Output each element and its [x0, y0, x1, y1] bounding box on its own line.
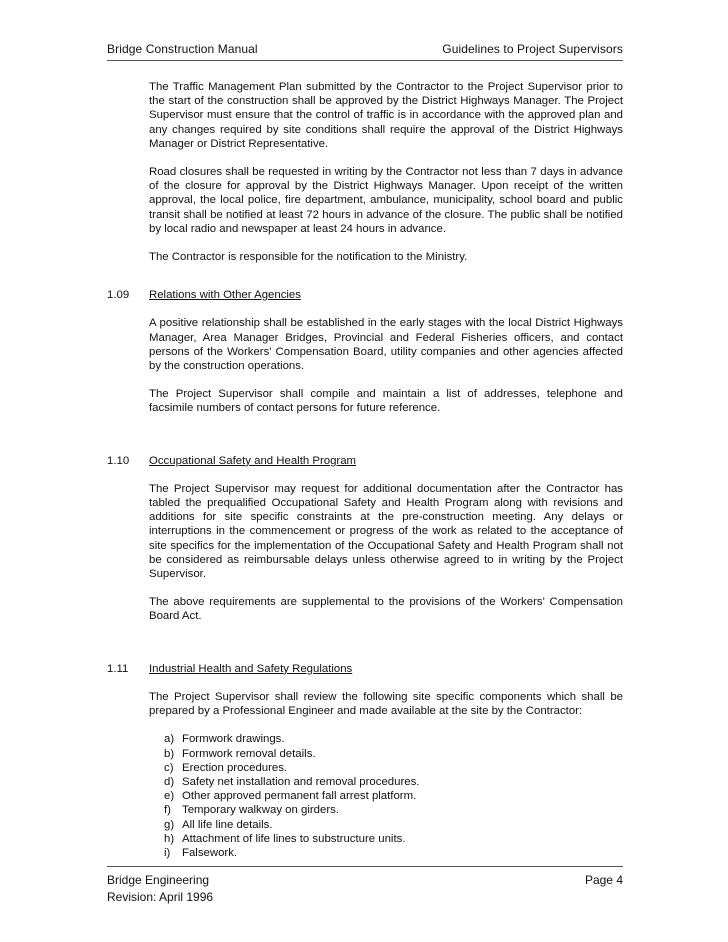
page-footer	[107, 872, 623, 906]
list-item-text: Safety net installation and removal procedures.	[182, 775, 420, 788]
list-marker: g)	[164, 818, 175, 831]
intro-paragraph: Road closures shall be requested in writing by the Contractor not less than 7 days in advance of the closure for approval by the District Highways Manager. Upon receipt of the written approval, the local police, fire department, ambulance, municipality, school board and public transit shall be notified at least 72 hours in advance of the closure. The public shall be notified by local radio and newspaper at least 24 hours in advance.	[149, 166, 623, 235]
section-paragraph: The above requirements are supplemental to the provisions of the Workers' Compensation Board Act.	[149, 596, 623, 623]
section-heading	[107, 662, 623, 676]
footer-rule	[107, 866, 623, 867]
page-header	[107, 42, 623, 56]
intro-paragraph: The Traffic Management Plan submitted by the Contractor to the Project Supervisor prior to the start of the construction shall be approved by the District Highways Manager. The Project Supervisor must ensure that the control of traffic is in accordance with the approved plan and any changes required by site conditions shall require the approval of the District Highways Manager or District Representative.	[149, 81, 623, 150]
list-item-text: Other approved permanent fall arrest platform.	[182, 790, 417, 803]
list-item-text: Formwork removal details.	[182, 747, 316, 760]
list-item	[164, 775, 623, 789]
list-item	[164, 732, 623, 746]
section-paragraph: The Project Supervisor shall compile and maintain a list of addresses, telephone and facsimile numbers of contact persons for future reference.	[149, 388, 623, 415]
list-item	[164, 832, 623, 846]
header-rule	[107, 60, 623, 61]
section-number: 1.09	[107, 289, 130, 302]
header-title-right: Guidelines to Project Supervisors	[442, 42, 623, 56]
list-item-text: Temporary walkway on girders.	[182, 804, 339, 817]
section-heading	[107, 288, 623, 302]
section-number: 1.10	[107, 454, 130, 467]
section-paragraph: The Project Supervisor shall review the following site specific components which shall be prepared by a Professional Engineer and made available at the site by the Contractor:	[149, 690, 623, 718]
section-paragraph: A positive relationship shall be established in the early stages with the local District Highways Manager, Area Manager Bridges, Provincial and Federal Fisheries officers, and contact persons of the Workers' Compensation Board, utility companies and other agencies affected by the construction operations.	[149, 317, 623, 373]
list-item-text: Attachment of life lines to substructure units.	[182, 832, 406, 845]
section-1-11	[107, 662, 623, 860]
list-item-text: All life line details.	[182, 818, 273, 831]
footer-department: Bridge Engineering	[107, 873, 210, 887]
section-title: Relations with Other Agencies	[149, 289, 301, 302]
section-1-09	[107, 288, 623, 415]
list-item	[164, 747, 623, 761]
section-number: 1.11	[107, 662, 129, 675]
intro-paragraph: The Contractor is responsible for the notification to the Ministry.	[149, 251, 468, 264]
section-1-10	[107, 454, 623, 624]
list-marker: c)	[164, 761, 174, 774]
page-number: Page 4	[584, 873, 623, 887]
component-list	[164, 732, 623, 860]
list-item-text: Falsework.	[182, 846, 238, 859]
list-marker: b)	[164, 747, 175, 760]
list-marker: f)	[164, 804, 171, 817]
section-title: Occupational Safety and Health Program	[149, 454, 357, 467]
list-marker: d)	[164, 775, 175, 788]
section-title: Industrial Health and Safety Regulations	[149, 662, 353, 675]
list-marker: h)	[164, 832, 175, 845]
list-item	[164, 818, 623, 832]
list-item-text: Erection procedures.	[182, 761, 288, 774]
list-marker: i)	[164, 846, 171, 859]
list-item	[164, 846, 623, 860]
section-paragraph: The Project Supervisor may request for additional documentation after the Contractor has tabled the prequalified Occupational Safety and Health Program along with revisions and additions for site specific constraints at the pre-construction meeting. Any delays or interruptions in the commencement or progress of the work as related to the acceptance of site specifics for the implementation of the Occupational Safety and Health Program shall not be considered as reimbursable delays unless otherwise agreed to in writing by the Project Supervisor.	[149, 482, 623, 581]
list-item	[164, 789, 623, 803]
page-body	[107, 80, 623, 860]
header-title-left: Bridge Construction Manual	[107, 42, 258, 56]
list-item-text: Formwork drawings.	[182, 733, 285, 746]
list-marker: e)	[164, 790, 175, 803]
section-heading	[107, 454, 623, 468]
list-item	[164, 803, 623, 817]
footer-revision: Revision: April 1996	[107, 890, 214, 904]
list-marker: a)	[164, 733, 175, 746]
list-item	[164, 761, 623, 775]
